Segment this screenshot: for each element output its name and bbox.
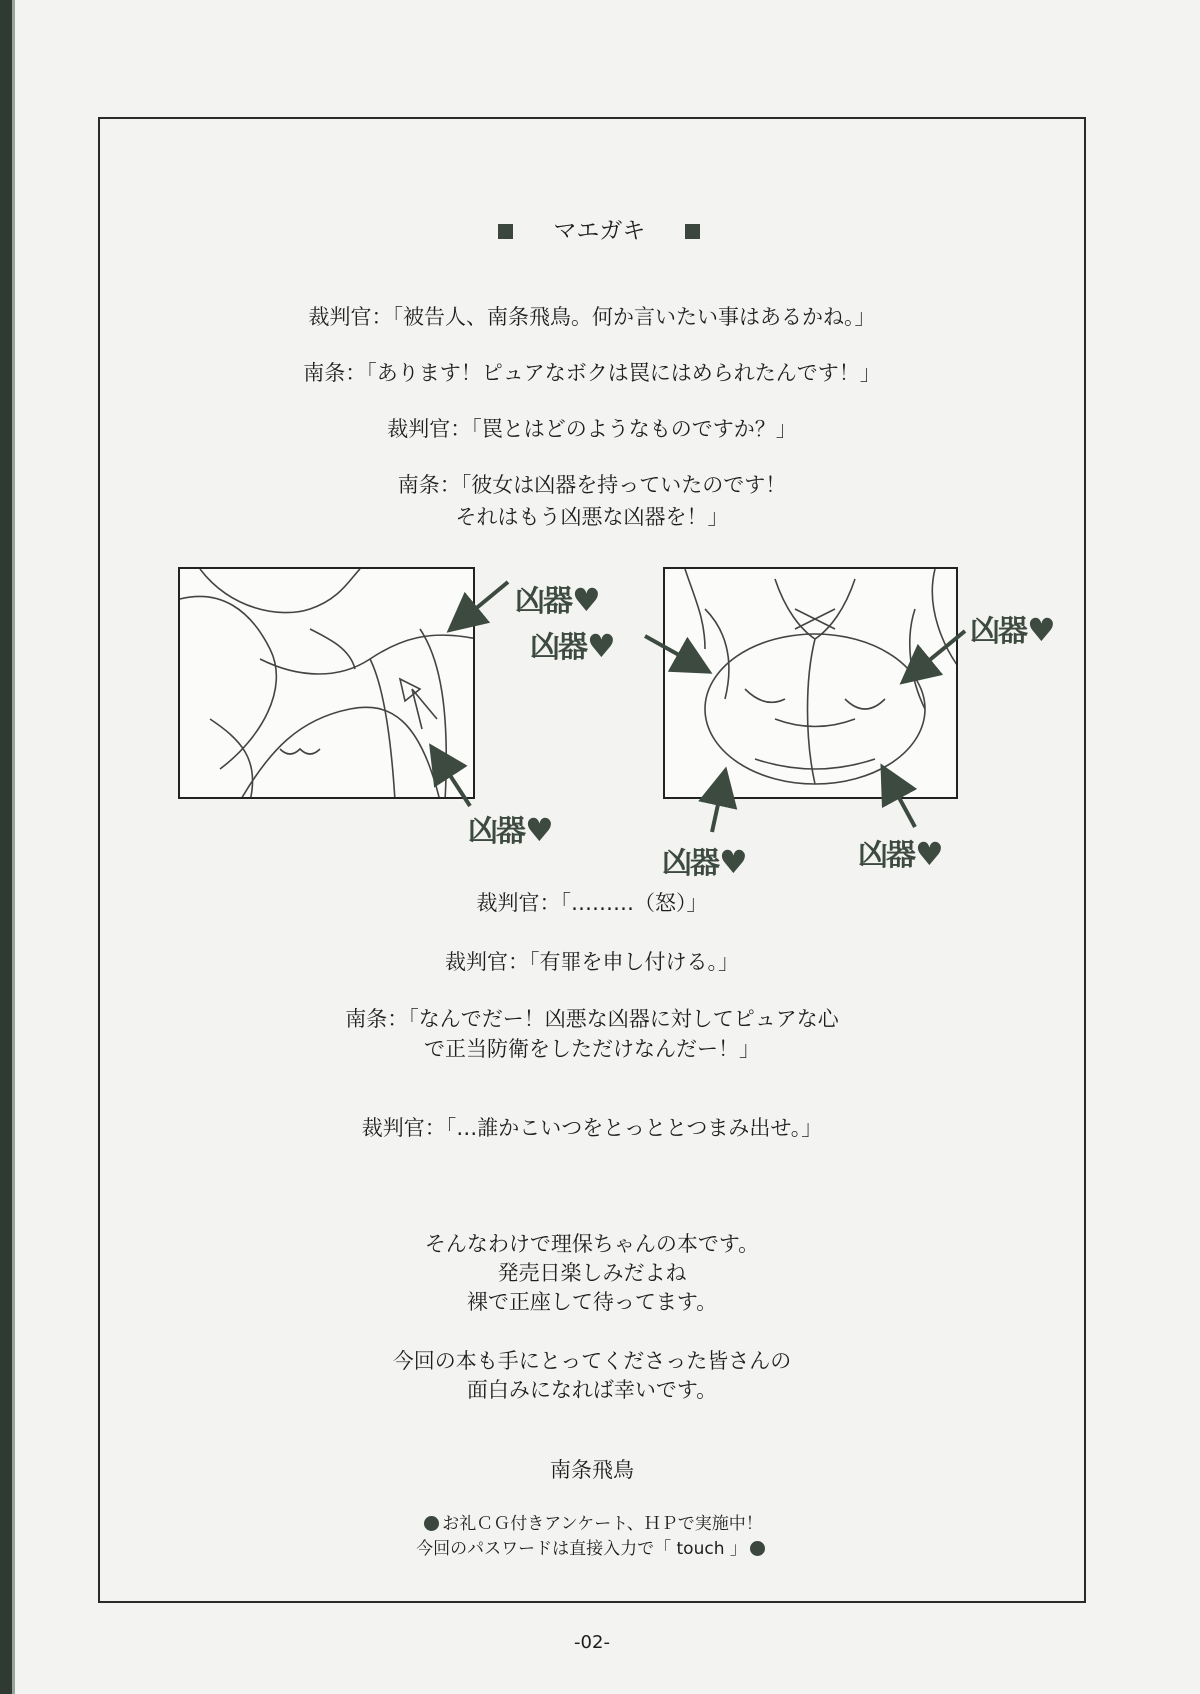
weapon-label: 凶器♥ [662, 843, 746, 881]
heart-icon: ♥ [915, 835, 942, 873]
dialogue-line: で正当防衛をしただけなんだー！」 [424, 1037, 760, 1061]
dialogue-line: それはもう凶悪な凶器を！」 [455, 505, 729, 529]
circle-bullet-icon [750, 1541, 765, 1556]
afterword-line: 裸で正座して待ってます。 [466, 1290, 718, 1314]
dialogue-line: 南条：「あります！ピュアなボクは罠にはめられたんです！」 [303, 361, 881, 385]
dialogue-line: 裁判官：「罠とはどのようなものですか？」 [387, 417, 797, 441]
author-signature: 南条飛鳥 [550, 1458, 634, 1482]
page-number: -02- [574, 1632, 610, 1653]
line-art-right [665, 569, 958, 799]
afterword-line: 今回の本も手にとってくださった皆さんの [392, 1349, 792, 1373]
dialogue-line: 裁判官：「被告人、南条飛鳥。何か言いたい事はあるかね。」 [308, 305, 876, 329]
weapon-label: 凶器♥ [970, 611, 1054, 649]
heart-icon: ♥ [525, 811, 552, 849]
square-bullet-icon [498, 224, 513, 239]
page-title-row [98, 186, 1086, 246]
square-bullet-icon [685, 224, 700, 239]
dialogue-line: 南条：「彼女は凶器を持っていたのです！ [397, 473, 787, 497]
notice-line: 今回のパスワードは直接入力で「 touch 」 [98, 1537, 1086, 1561]
weapon-label: 凶器♥ [858, 835, 942, 873]
weapon-label: 凶器♥ [530, 627, 614, 665]
dialogue-line: 南条：「なんでだー！凶悪な凶器に対してピュアな心 [345, 1007, 839, 1031]
illustration-panel-right [663, 567, 958, 799]
heart-icon: ♥ [572, 581, 599, 619]
book-spine [0, 0, 12, 1694]
page-title: マエガキ [553, 218, 646, 244]
afterword-line: 発売日楽しみだよね [497, 1261, 687, 1285]
heart-icon: ♥ [587, 627, 614, 665]
illustration-panel-left [178, 567, 475, 799]
heart-icon: ♥ [1027, 611, 1054, 649]
weapon-label: 凶器♥ [468, 811, 552, 849]
afterword-line: そんなわけで理保ちゃんの本です。 [424, 1232, 760, 1256]
dialogue-line: 裁判官：「有罪を申し付ける。」 [445, 950, 739, 974]
circle-bullet-icon [424, 1516, 439, 1531]
line-art-left [180, 569, 475, 799]
dialogue-line: 裁判官：「………（怒）」 [476, 891, 708, 915]
dialogue-line: 裁判官：「…誰かこいつをとっととつまみ出せ。」 [361, 1116, 823, 1140]
notice-line: お礼ＣＧ付きアンケート、ＨＰで実施中！ [98, 1512, 1086, 1536]
spine-edge [12, 0, 15, 1694]
weapon-label: 凶器♥ [515, 581, 599, 619]
afterword-line: 面白みになれば幸いです。 [466, 1378, 718, 1402]
heart-icon: ♥ [719, 843, 746, 881]
